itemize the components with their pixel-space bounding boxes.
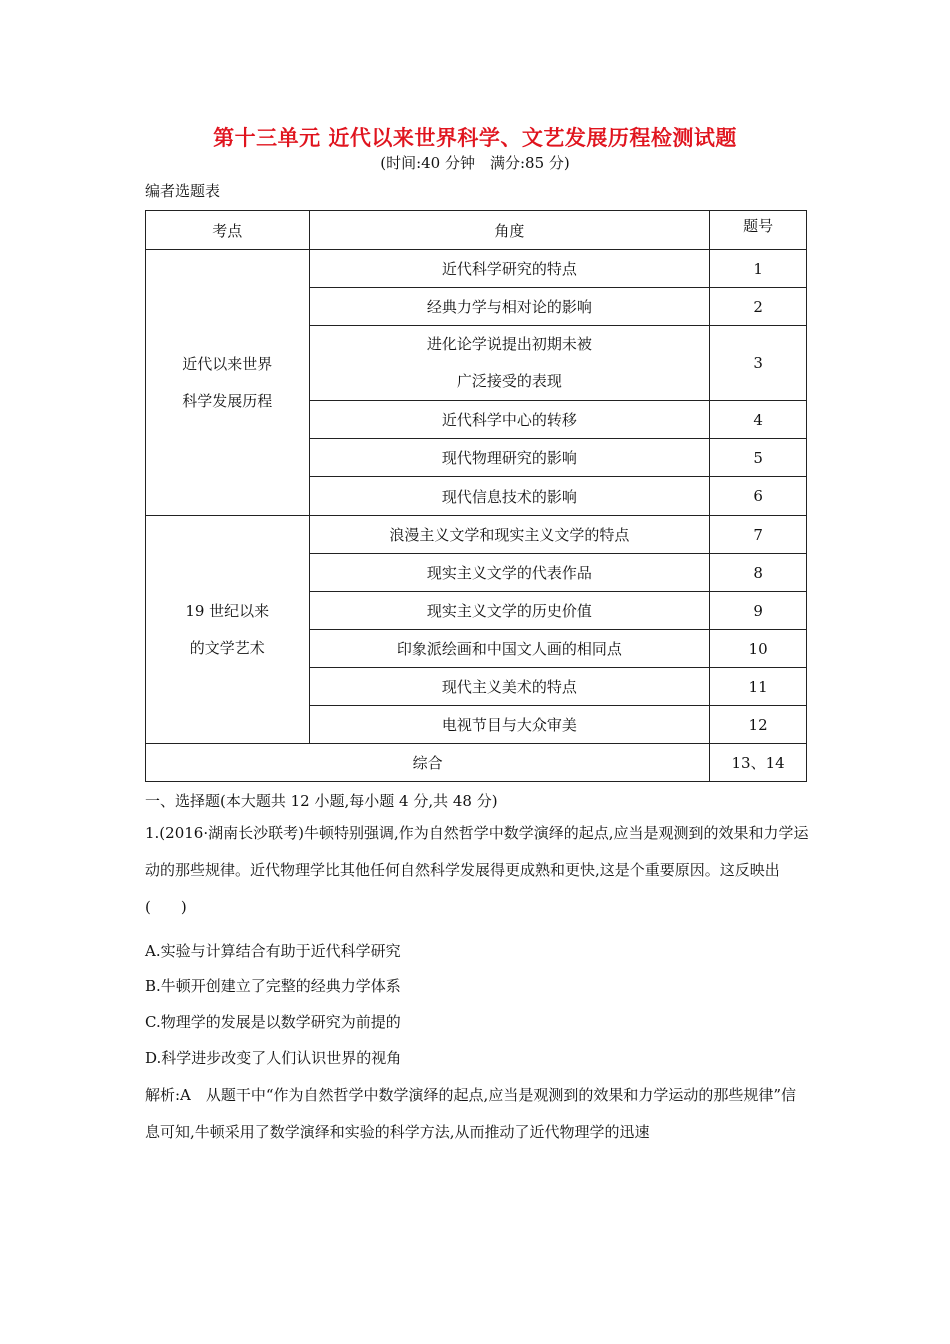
analysis-text: 解析:A 从题干中“作为自然哲学中数学演绎的起点,应当是观测到的效果和力学运动的那些规律”信息可知,牛顿采用了数学演绎和实验的科学方法,从而推动了近代物理学的迅速 — [145, 1086, 796, 1141]
header-angle: 角度 — [309, 211, 710, 250]
section-heading: 一、选择题(本大题共 12 小题,每小题 4 分,共 48 分) — [145, 792, 498, 810]
number-cell: 5 — [710, 439, 807, 477]
angle-cell: 经典力学与相对论的影响 — [309, 288, 710, 326]
page-subtitle: (时间:40 分钟 满分:85 分) — [380, 154, 570, 172]
angle-line: 广泛接受的表现 — [456, 372, 562, 390]
angle-cell: 现实主义文学的历史价值 — [309, 592, 710, 630]
topic-cell — [146, 250, 310, 516]
selection-table — [145, 210, 807, 782]
summary-number: 13、14 — [710, 744, 807, 782]
number-cell: 6 — [710, 477, 807, 516]
page-title: 第十三单元 近代以来世界科学、文艺发展历程检测试题 — [213, 125, 737, 150]
summary-label: 综合 — [146, 744, 710, 782]
angle-cell: 近代科学中心的转移 — [309, 401, 710, 439]
question-stem: 1.(2016·湖南长沙联考)牛顿特别强调,作为自然哲学中数学演绎的起点,应当是观测到的效果和力学运动的那些规律。近代物理学比其他任何自然科学发展得更成熟和更快,这是个重要原因。这反映出( ) — [145, 824, 809, 916]
number-cell: 8 — [710, 554, 807, 592]
table-header-row — [146, 211, 807, 250]
topic-line: 科学发展历程 — [182, 391, 273, 410]
number-cell: 12 — [710, 706, 807, 744]
angle-cell: 现实主义文学的代表作品 — [309, 554, 710, 592]
number-cell: 9 — [710, 592, 807, 630]
option-b: B.牛顿开创建立了完整的经典力学体系 — [145, 977, 401, 995]
topic-line: 近代以来世界 — [182, 354, 273, 373]
option-d: D.科学进步改变了人们认识世界的视角 — [145, 1049, 402, 1067]
number-cell: 7 — [710, 516, 807, 554]
number-cell: 10 — [710, 630, 807, 668]
angle-cell: 近代科学研究的特点 — [309, 250, 710, 288]
angle-cell: 现代信息技术的影响 — [309, 477, 710, 516]
number-cell: 11 — [710, 668, 807, 706]
header-topic: 考点 — [146, 211, 310, 250]
angle-cell: 电视节目与大众审美 — [309, 706, 710, 744]
table-row — [146, 250, 807, 288]
topic-line: 的文学艺术 — [189, 638, 265, 657]
angle-line: 进化论学说提出初期未被 — [426, 335, 592, 353]
angle-cell: 现代主义美术的特点 — [309, 668, 710, 706]
number-cell: 3 — [710, 326, 807, 401]
angle-cell — [309, 326, 710, 401]
table-row — [146, 516, 807, 554]
angle-cell: 浪漫主义文学和现实主义文学的特点 — [309, 516, 710, 554]
option-a: A.实验与计算结合有助于近代科学研究 — [145, 942, 401, 960]
topic-line: 19 世纪以来 — [185, 601, 270, 620]
summary-row — [146, 744, 807, 782]
option-c: C.物理学的发展是以数学研究为前提的 — [145, 1013, 401, 1031]
number-cell: 1 — [710, 250, 807, 288]
table-caption: 编者选题表 — [145, 182, 221, 200]
angle-cell: 现代物理研究的影响 — [309, 439, 710, 477]
number-cell: 2 — [710, 288, 807, 326]
angle-cell: 印象派绘画和中国文人画的相同点 — [309, 630, 710, 668]
topic-cell — [146, 516, 310, 744]
header-number: 题号 — [710, 211, 807, 250]
number-cell: 4 — [710, 401, 807, 439]
